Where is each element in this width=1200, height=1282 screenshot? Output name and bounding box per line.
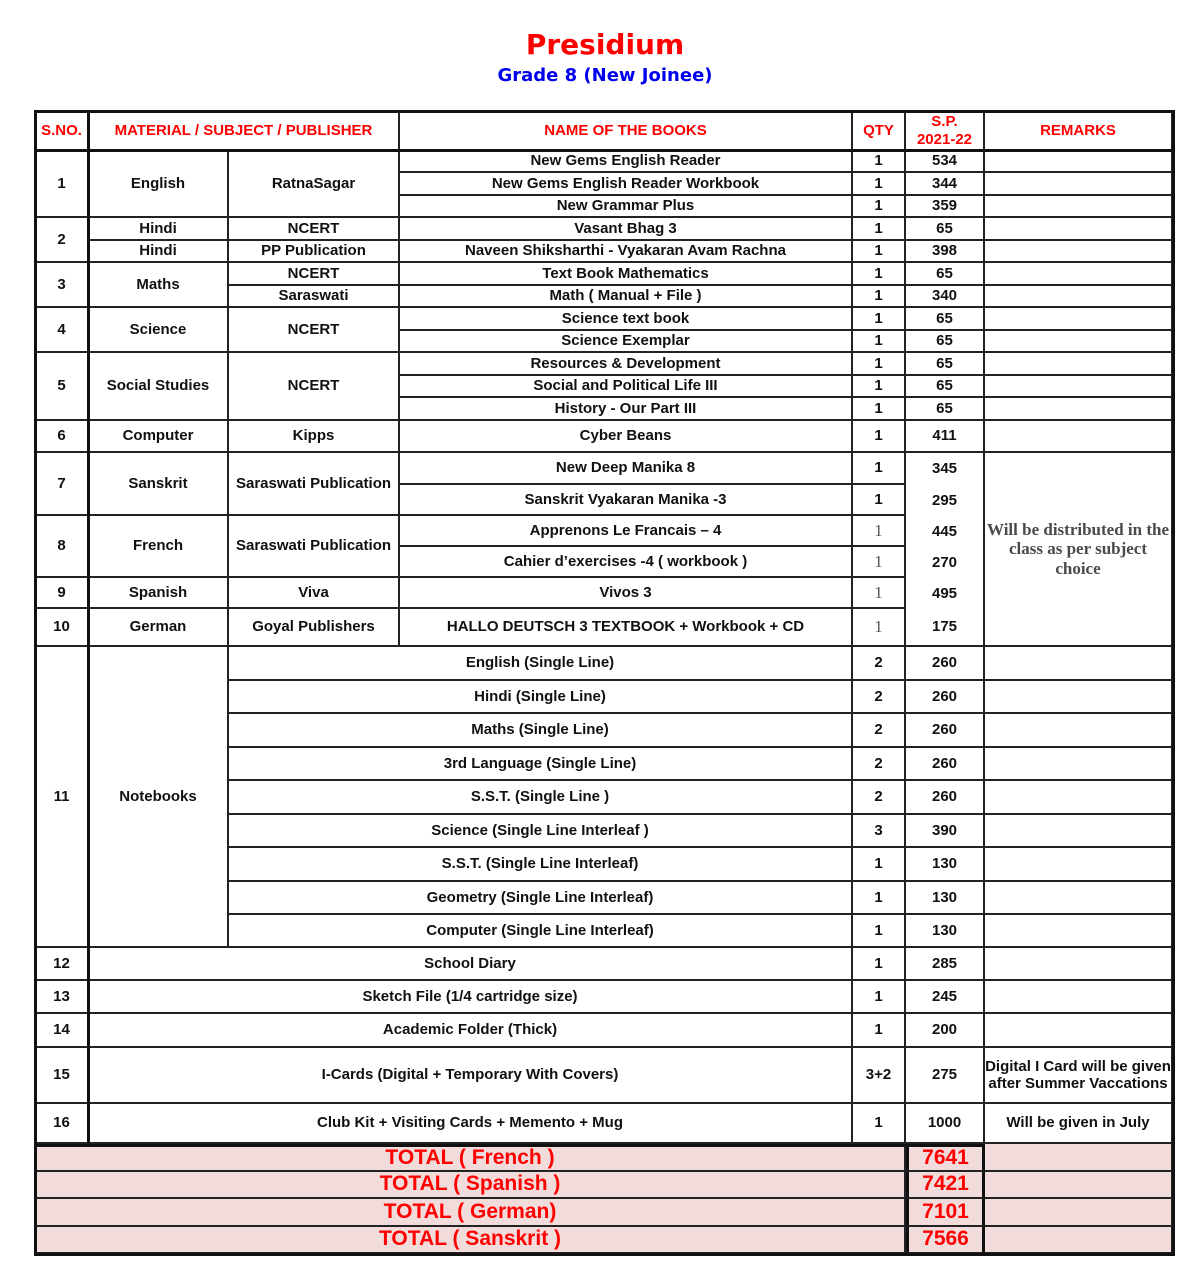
subject-cell: Computer [89, 421, 229, 453]
remark-cell-empty [985, 981, 1173, 1014]
book-name-cell: Cyber Beans [400, 421, 853, 453]
price-cell: 130 [906, 915, 985, 948]
remark-cell-empty [985, 948, 1173, 981]
qty-cell: 1 [853, 218, 906, 241]
sno-cell: 8 [36, 516, 89, 578]
qty-cell: 2 [853, 714, 906, 748]
header-books: NAME OF THE BOOKS [400, 112, 853, 151]
qty-cell: 1 [853, 263, 906, 286]
book-name-cell: Cahier d’exercises -4 ( workbook ) [400, 547, 853, 578]
price-cell: 65 [906, 353, 985, 376]
total-remark-empty [985, 1199, 1173, 1227]
qty-cell: 2 [853, 781, 906, 815]
price-cell: 260 [906, 681, 985, 714]
remark-cell-empty [985, 915, 1173, 948]
publisher-cell: Saraswati Publication [229, 516, 400, 578]
qty-cell: 1 [853, 1014, 906, 1048]
total-value: 7566 [906, 1227, 985, 1254]
remark-cell-empty [985, 848, 1173, 882]
qty-cell: 1 [853, 421, 906, 453]
qty-cell: 1 [853, 173, 906, 196]
book-name-cell: Naveen Shiksharthi - Vyakaran Avam Rachna [400, 241, 853, 263]
price-cell: 411 [906, 421, 985, 453]
sno-cell: 15 [36, 1048, 89, 1104]
book-name-cell: Academic Folder (Thick) [89, 1014, 853, 1048]
price-cell: 65 [906, 398, 985, 421]
qty-cell: 1 [853, 196, 906, 218]
price-cell: 270 [906, 547, 985, 578]
publisher-cell: NCERT [229, 218, 400, 241]
sno-cell: 10 [36, 609, 89, 647]
subject-cell: English [89, 151, 229, 218]
book-name-cell: S.S.T. (Single Line ) [229, 781, 853, 815]
remark-cell-empty [985, 398, 1173, 421]
sno-cell: 4 [36, 308, 89, 353]
book-name-cell: HALLO DEUTSCH 3 TEXTBOOK + Workbook + CD [400, 609, 853, 647]
qty-cell: 3+2 [853, 1048, 906, 1104]
price-cell: 495 [906, 578, 985, 609]
remark-cell-empty [985, 681, 1173, 714]
qty-cell: 1 [853, 609, 906, 647]
publisher-cell: PP Publication [229, 241, 400, 263]
price-cell: 390 [906, 815, 985, 848]
remark-cell-empty [985, 286, 1173, 308]
header-sno: S.NO. [36, 112, 89, 151]
remark-cell-empty [985, 263, 1173, 286]
remark-cell: Will be given in July [985, 1104, 1173, 1144]
book-name-cell: 3rd Language (Single Line) [229, 748, 853, 781]
qty-cell: 1 [853, 398, 906, 421]
publisher-cell: NCERT [229, 353, 400, 421]
total-value: 7641 [906, 1144, 985, 1172]
header-remarks: REMARKS [985, 112, 1173, 151]
qty-cell: 1 [853, 376, 906, 398]
total-label: TOTAL ( Spanish ) [36, 1172, 906, 1199]
sno-cell: 6 [36, 421, 89, 453]
remark-cell-empty [985, 173, 1173, 196]
price-cell: 1000 [906, 1104, 985, 1144]
price-cell: 200 [906, 1014, 985, 1048]
book-name-cell: Math ( Manual + File ) [400, 286, 853, 308]
book-name-cell: Vasant Bhag 3 [400, 218, 853, 241]
price-cell: 65 [906, 263, 985, 286]
sno-cell: 14 [36, 1014, 89, 1048]
total-label: TOTAL ( German) [36, 1199, 906, 1227]
remark-cell-empty [985, 196, 1173, 218]
sno-cell: 5 [36, 353, 89, 421]
publisher-cell: Kipps [229, 421, 400, 453]
subject-cell: French [89, 516, 229, 578]
book-name-cell: Maths (Single Line) [229, 714, 853, 748]
price-cell: 275 [906, 1048, 985, 1104]
header-material: MATERIAL / SUBJECT / PUBLISHER [89, 112, 400, 151]
qty-cell: 1 [853, 578, 906, 609]
price-cell: 260 [906, 781, 985, 815]
qty-cell: 1 [853, 1104, 906, 1144]
book-name-cell: Computer (Single Line Interleaf) [229, 915, 853, 948]
price-cell: 340 [906, 286, 985, 308]
price-cell: 65 [906, 331, 985, 353]
qty-cell: 3 [853, 815, 906, 848]
book-name-cell: English (Single Line) [229, 647, 853, 681]
remark-cell-empty [985, 308, 1173, 331]
document-subtitle: Grade 8 (New Joinee) [497, 65, 713, 86]
price-cell: 285 [906, 948, 985, 981]
header-sp-label: S.P. [931, 113, 958, 131]
price-cell: 398 [906, 241, 985, 263]
remark-cell-empty [985, 714, 1173, 748]
remark-cell-empty [985, 781, 1173, 815]
price-cell: 130 [906, 882, 985, 915]
subject-cell: Sanskrit [89, 453, 229, 516]
qty-cell: 1 [853, 286, 906, 308]
subject-cell: Hindi [89, 218, 229, 241]
remark-cell-empty [985, 1014, 1173, 1048]
sno-cell: 12 [36, 948, 89, 981]
price-cell: 260 [906, 748, 985, 781]
qty-cell: 2 [853, 681, 906, 714]
sno-cell: 9 [36, 578, 89, 609]
remark-cell-empty [985, 241, 1173, 263]
subject-cell: Spanish [89, 578, 229, 609]
book-name-cell: Apprenons Le Francais – 4 [400, 516, 853, 547]
subject-cell: Notebooks [89, 647, 229, 948]
qty-cell: 2 [853, 748, 906, 781]
qty-cell: 1 [853, 151, 906, 173]
qty-cell: 1 [853, 353, 906, 376]
header-qty: QTY [853, 112, 906, 151]
price-cell: 260 [906, 714, 985, 748]
book-name-cell: New Gems English Reader Workbook [400, 173, 853, 196]
book-name-cell: Geometry (Single Line Interleaf) [229, 882, 853, 915]
qty-cell: 1 [853, 308, 906, 331]
book-name-cell: New Gems English Reader [400, 151, 853, 173]
qty-cell: 1 [853, 981, 906, 1014]
total-remark-empty [985, 1144, 1173, 1172]
sno-divider [87, 112, 90, 1144]
book-name-cell: Text Book Mathematics [400, 263, 853, 286]
sno-cell: 2 [36, 218, 89, 263]
qty-cell: 1 [853, 547, 906, 578]
remark-cell-empty [985, 151, 1173, 173]
book-name-cell: New Deep Manika 8 [400, 453, 853, 485]
book-name-cell: Social and Political Life III [400, 376, 853, 398]
qty-cell: 1 [853, 331, 906, 353]
price-cell: 130 [906, 848, 985, 882]
price-cell: 65 [906, 218, 985, 241]
subject-cell: Hindi [89, 241, 229, 263]
price-cell: 534 [906, 151, 985, 173]
sno-cell: 3 [36, 263, 89, 308]
remark-cell-empty [985, 218, 1173, 241]
sno-cell: 16 [36, 1104, 89, 1144]
remark-cell: Digital I Card will be given after Summer Vaccations [985, 1048, 1173, 1104]
qty-cell: 1 [853, 882, 906, 915]
qty-cell: 1 [853, 485, 906, 516]
header-sp [906, 112, 985, 151]
qty-cell: 1 [853, 241, 906, 263]
subject-cell: Social Studies [89, 353, 229, 421]
remark-cell-empty [985, 748, 1173, 781]
book-name-cell: Vivos 3 [400, 578, 853, 609]
sno-cell: 13 [36, 981, 89, 1014]
publisher-cell: NCERT [229, 308, 400, 353]
publisher-cell: RatnaSagar [229, 151, 400, 218]
remark-cell-empty [985, 647, 1173, 681]
remark-cell-empty [985, 331, 1173, 353]
qty-cell: 1 [853, 453, 906, 485]
book-name-cell: Resources & Development [400, 353, 853, 376]
sno-cell: 11 [36, 647, 89, 948]
price-cell: 65 [906, 308, 985, 331]
document-title: Presidium [525, 28, 685, 61]
price-cell: 344 [906, 173, 985, 196]
subject-cell: German [89, 609, 229, 647]
remark-cell-empty [985, 882, 1173, 915]
book-name-cell: Club Kit + Visiting Cards + Memento + Mug [89, 1104, 853, 1144]
qty-cell: 1 [853, 948, 906, 981]
publisher-cell: Saraswati Publication [229, 453, 400, 516]
qty-cell: 1 [853, 848, 906, 882]
remark-cell-empty [985, 815, 1173, 848]
book-name-cell: S.S.T. (Single Line Interleaf) [229, 848, 853, 882]
book-name-cell: I-Cards (Digital + Temporary With Covers) [89, 1048, 853, 1104]
publisher-cell: Saraswati [229, 286, 400, 308]
total-remark-empty [985, 1227, 1173, 1254]
qty-cell: 1 [853, 915, 906, 948]
subject-cell: Maths [89, 263, 229, 308]
price-cell: 245 [906, 981, 985, 1014]
book-name-cell: Science (Single Line Interleaf ) [229, 815, 853, 848]
price-cell: 260 [906, 647, 985, 681]
book-name-cell: Sanskrit Vyakaran Manika -3 [400, 485, 853, 516]
book-name-cell: History - Our Part III [400, 398, 853, 421]
sno-cell: 7 [36, 453, 89, 516]
subject-cell: Science [89, 308, 229, 353]
book-name-cell: School Diary [89, 948, 853, 981]
price-cell: 295 [906, 485, 985, 516]
book-name-cell: Hindi (Single Line) [229, 681, 853, 714]
book-name-cell: Science Exemplar [400, 331, 853, 353]
total-remark-empty [985, 1172, 1173, 1199]
remark-language-cell: Will be distributed in the class as per subject choice [985, 453, 1173, 647]
total-label: TOTAL ( French ) [36, 1144, 906, 1172]
qty-cell: 1 [853, 516, 906, 547]
header-divider [36, 149, 1173, 152]
price-cell: 175 [906, 609, 985, 647]
book-name-cell: New Grammar Plus [400, 196, 853, 218]
price-cell: 359 [906, 196, 985, 218]
publisher-cell: NCERT [229, 263, 400, 286]
remark-cell-empty [985, 376, 1173, 398]
publisher-cell: Goyal Publishers [229, 609, 400, 647]
price-cell: 345 [906, 453, 985, 485]
remark-cell-empty [985, 421, 1173, 453]
header-sp-year: 2021-22 [916, 130, 973, 148]
qty-cell: 2 [853, 647, 906, 681]
total-label: TOTAL ( Sanskrit ) [36, 1227, 906, 1254]
remark-cell-empty [985, 353, 1173, 376]
publisher-cell: Viva [229, 578, 400, 609]
sno-cell: 1 [36, 151, 89, 218]
book-name-cell: Science text book [400, 308, 853, 331]
price-cell: 445 [906, 516, 985, 547]
total-value: 7421 [906, 1172, 985, 1199]
book-name-cell: Sketch File (1/4 cartridge size) [89, 981, 853, 1014]
total-value: 7101 [906, 1199, 985, 1227]
price-cell: 65 [906, 376, 985, 398]
